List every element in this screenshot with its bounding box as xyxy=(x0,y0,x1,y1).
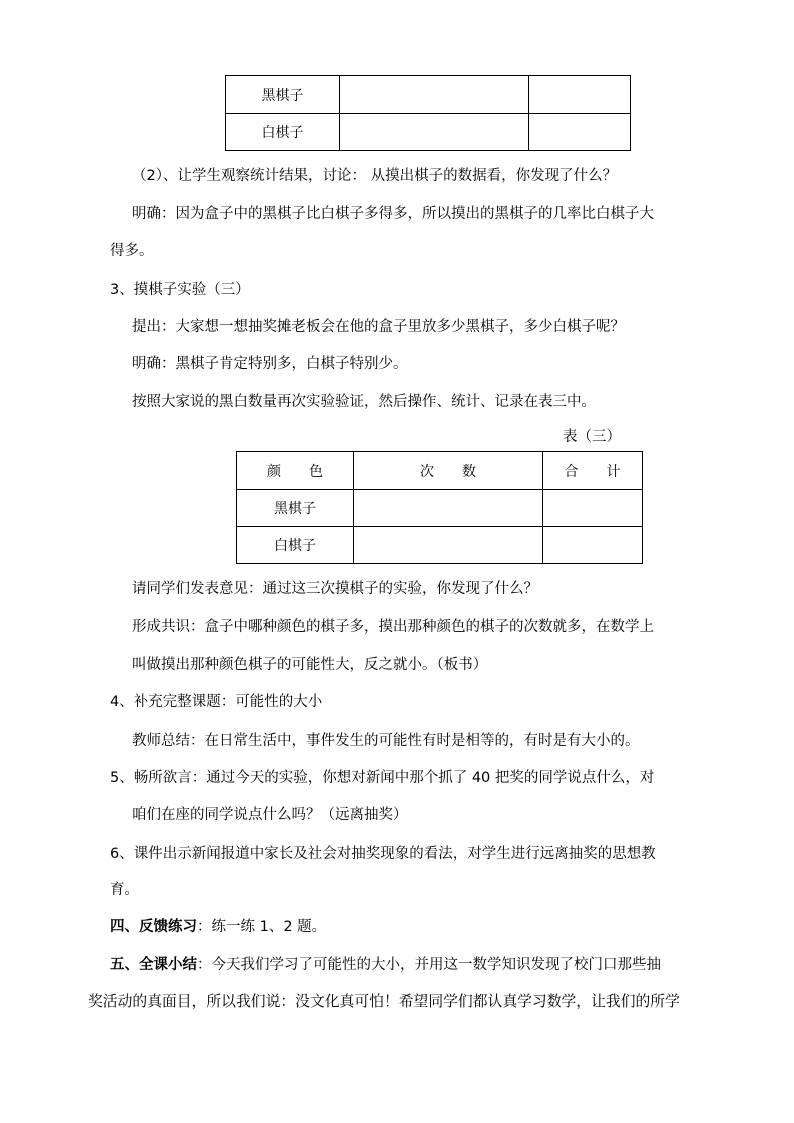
table-cell-total xyxy=(543,490,643,527)
table-cell-color: 白棋子 xyxy=(237,527,354,564)
section-heading: 6、课件出示新闻报道中家长及社会对抽奖现象的看法，对学生进行远离抽奖的思想教 xyxy=(110,846,656,862)
table-cell-total xyxy=(543,527,643,564)
paragraph: 请同学们发表意见：通过这三次摸棋子的实验，你发现了什么？ xyxy=(132,581,538,597)
table-caption: 表（三） xyxy=(563,429,621,445)
paragraph: 按照大家说的黑白数量再次实验验证，然后操作、统计、记录在表三中。 xyxy=(132,394,596,410)
table-cell-count xyxy=(340,76,529,114)
table-row xyxy=(226,76,631,114)
table-cell-count xyxy=(340,114,529,151)
table-cell-count xyxy=(354,490,543,527)
section-five-text: ：今天我们学习了可能性的大小，并用这一数学知识发现了校门口那些抽 xyxy=(197,957,661,973)
paragraph: 得多。 xyxy=(110,243,154,259)
paragraph: 咱们在座的同学说点什么吗？（远离抽奖） xyxy=(132,807,408,823)
table-cell-color: 黑棋子 xyxy=(237,490,354,527)
section-five xyxy=(110,956,661,974)
table-cell-color: 白棋子 xyxy=(226,114,340,151)
section-five-label: 五、全课小结 xyxy=(110,957,197,973)
section-four-label: 四、反馈练习 xyxy=(110,919,197,935)
header-total: 合 计 xyxy=(543,452,643,490)
paragraph: （2）、让学生观察统计结果，讨论： 从摸出棋子的数据看，你发现了什么？ xyxy=(132,168,618,184)
table-row xyxy=(237,490,643,527)
paragraph: 提出：大家想一想抽奖摊老板会在他的盒子里放多少黑棋子，多少白棋子呢？ xyxy=(132,319,625,335)
table-cell-count xyxy=(354,527,543,564)
section-heading: 4、补充完整课题：可能性的大小 xyxy=(110,694,323,710)
paragraph: 明确：黑棋子肯定特别多，白棋子特别少。 xyxy=(132,356,408,372)
paragraph: 明确：因为盒子中的黑棋子比白棋子多得多，所以摸出的黑棋子的几率比白棋子大 xyxy=(132,206,654,222)
table-cell-total xyxy=(529,76,631,114)
paragraph: 奖活动的真面目，所以我们说：没文化真可怕！希望同学们都认真学习数学，让我们的所学 xyxy=(88,993,680,1010)
table-row xyxy=(226,114,631,151)
section-four-text: ：练一练 1、2 题。 xyxy=(197,919,327,935)
table-three xyxy=(236,451,643,564)
paragraph: 育。 xyxy=(110,882,139,898)
section-four xyxy=(110,918,326,936)
table-two xyxy=(225,75,631,151)
table-cell-total xyxy=(529,114,631,151)
table-cell-color: 黑棋子 xyxy=(226,76,340,114)
header-color: 颜 色 xyxy=(237,452,354,490)
section-heading: 5、畅所欲言：通过今天的实验，你想对新闻中那个抓了 40 把奖的同学说点什么，对 xyxy=(110,770,655,786)
section-heading: 3、摸棋子实验（三） xyxy=(110,282,250,298)
header-count: 次 数 xyxy=(354,452,543,490)
paragraph: 形成共识：盒子中哪种颜色的棋子多，摸出那种颜色的棋子的次数就多，在数学上 xyxy=(132,619,654,635)
table-header-row xyxy=(237,452,643,490)
table-row xyxy=(237,527,643,564)
paragraph: 叫做摸出那种颜色棋子的可能性大，反之就小。（板书） xyxy=(132,657,488,673)
paragraph: 教师总结：在日常生活中，事件发生的可能性有时是相等的，有时是有大小的。 xyxy=(132,733,640,749)
